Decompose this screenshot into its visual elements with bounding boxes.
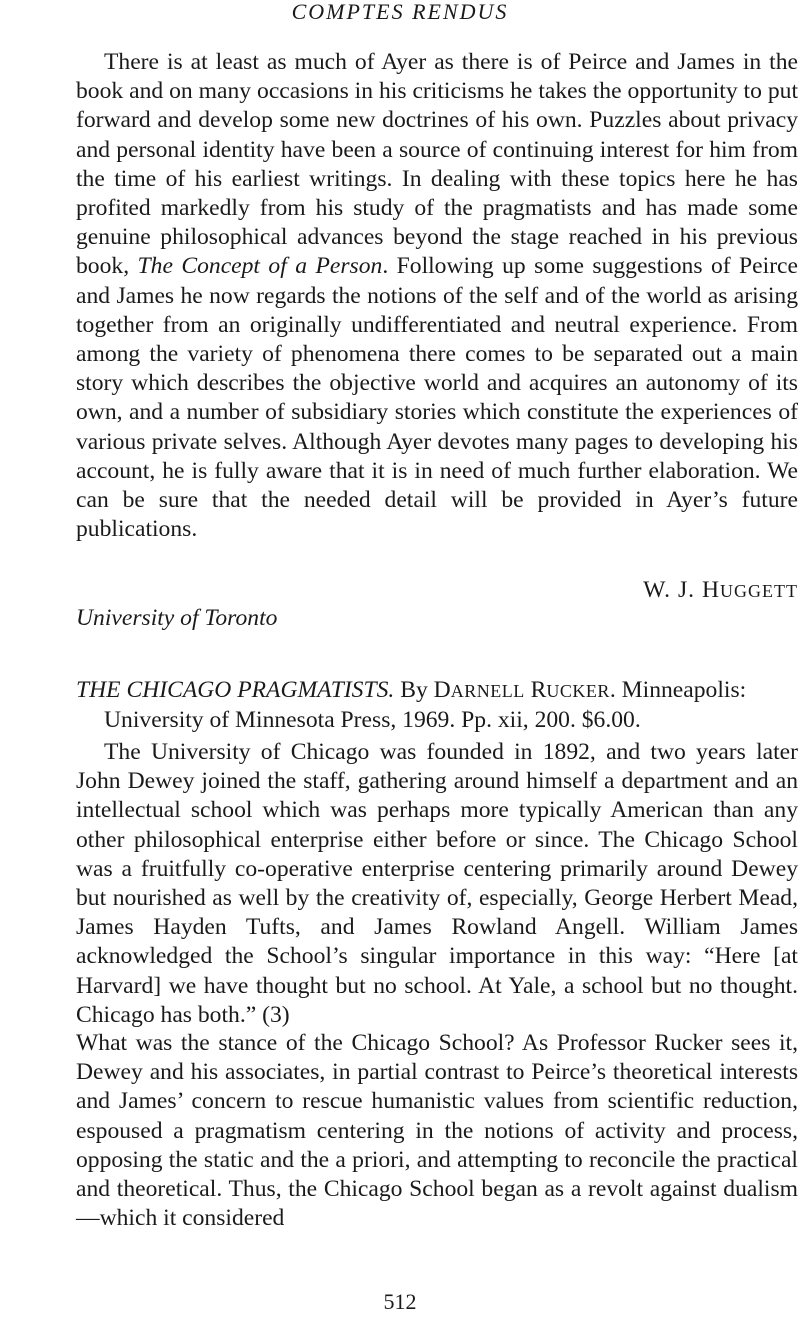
review-heading bbox=[76, 676, 800, 735]
reviewed-book-title: THE CHICAGO PRAGMATISTS. bbox=[76, 677, 395, 703]
reviewer-affiliation: University of Toronto bbox=[76, 605, 278, 631]
review-paragraph-3: What was the stance of the Chicago School? As Professor Rucker sees it, Dewey and his associates, in partial contrast to Peirce’s theoretical interests and James’ concern to rescue humanistic values from scientific reduction, espoused a pragmatism centering in the notions of activity and process, opposing the static and the a priori, and attempting to reconcile the practical and theoretical. Thus, the Chicago School began as a revolt against dualism—which it considered bbox=[76, 1030, 798, 1232]
publication-place: Minneapolis: bbox=[621, 677, 747, 703]
page-number: 512 bbox=[383, 1289, 417, 1314]
publisher-line: University of Minnesota Press, 1969. Pp. xii, 200. $6.00. bbox=[104, 707, 641, 734]
review-paragraph-2: The University of Chicago was founded in 1892, and two years later John Dewey joined the staff, gathering around himself a department and an intellectual school which was perhaps more typically American than any other philosophical enterprise either before or since. The Chicago School was a fruitfully co-operative enterprise centering primarily around Dewey but nourished as well by the creativity of, especially, George Herbert Mead, James Hayden Tufts, and James Rowland Angell. William James acknowledged the School’s singular importance in this way: “Here [at Harvard] we have thought but no school. At Yale, a school but no thought. Chicago has both.” (3) bbox=[76, 739, 798, 1028]
review-paragraph-1 bbox=[76, 48, 798, 544]
paragraph-1-text-b: . Following up some suggestions of Peirce and James he now regards the notions of the self and of the world as arising together from an originally undifferentiated and neutral experience. From among the variety of phenomena there comes to be separated out a main story which describes the objective world and acquires an autonomy of its own, and a number of subsidiary stories which constitute the experiences of various private selves. Although Ayer devotes many pages to developing his account, he is fully aware that it is in need of much further elaboration. We can be sure that the needed detail will be provided in Ayer’s future publications. bbox=[76, 253, 798, 543]
reviewer-signature: W. J. HUGGETT bbox=[643, 577, 798, 603]
reviewed-book-author: DARNELL RUCKER bbox=[433, 677, 610, 703]
cited-book-title: The Concept of a Person bbox=[137, 253, 383, 280]
review-heading-line-1: THE CHICAGO PRAGMATISTS. By DARNELL RUCKER. Minneapolis: bbox=[76, 677, 747, 703]
paragraph-1-text-a: There is at least as much of Ayer as there is of Peirce and James in the book and on many occasions in his criticisms he takes the opportunity to put forward and develop some new doctrines of his own. Puzzles about privacy and personal identity have been a source of continuing interest for him from the time of his earliest writings. In dealing with these topics here he has profited markedly from his study of the pragmatists and has made some genuine philosophical advances beyond the stage reached in his previous book, bbox=[76, 49, 798, 280]
running-head: COMPTES RENDUS bbox=[291, 0, 509, 24]
